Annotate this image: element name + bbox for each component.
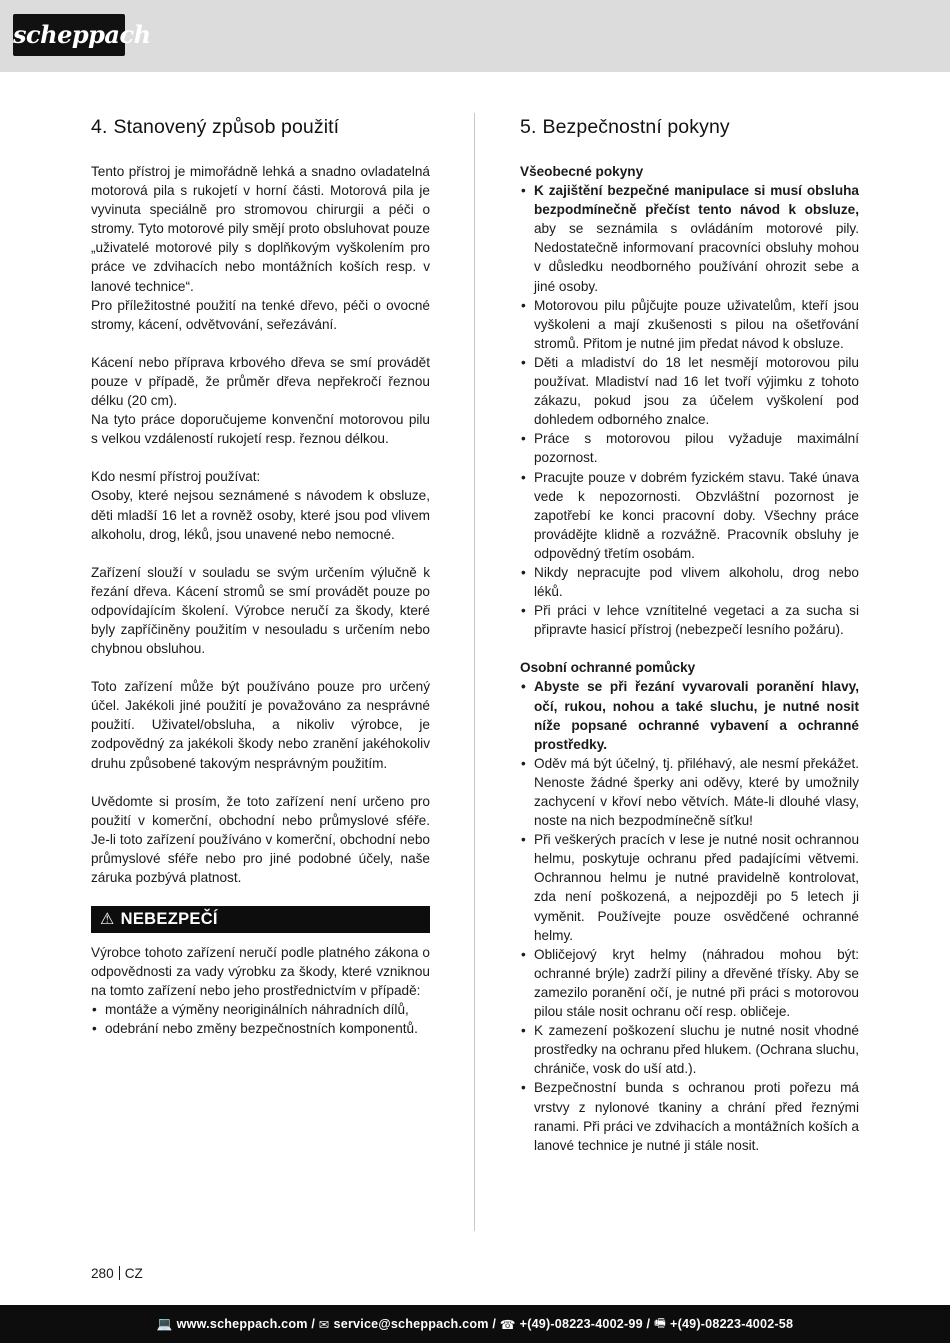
paragraph: Kácení nebo příprava krbového dřeva se smí provádět pouze v případě, že průměr dřeva nepřekročí řeznou délku (20 cm).: [91, 354, 430, 409]
section-title: Stanovený způsob použití: [113, 116, 340, 138]
page-number: [91, 1265, 143, 1283]
danger-label: NEBEZPEČÍ: [120, 910, 218, 929]
paragraph: Zařízení slouží v souladu se svým určením výlučně k řezání dřeva. Kácení stromů se smí provádět pouze po odpovídajícím školení. Výrobce neručí za škody, které byly zapříčiněny použitím v nesouladu s určením nebo chybnou obsluhou.: [91, 564, 430, 657]
right-column: [520, 113, 859, 1155]
list-item: • Oděv má být účelný, tj. přiléhavý, ale nesmí překážet. Nenoste žádné šperky ani oděvy, které by umožnily zachycení v křoví nebo větvích. Máte-li dlouhé vlasy, noste na nich bezpodmínečně síťku!: [520, 754, 859, 830]
list-item: • Abyste se při řezání vyvarovali poranění hlavy, očí, rukou, nohou a také sluchu, je nutné nosit níže popsané ochranné vybavení a ochranné prostředky.: [520, 677, 859, 753]
phone-icon: ☎: [499, 1317, 516, 1332]
section-number: 5.: [520, 116, 537, 138]
section-number: 4.: [91, 116, 108, 138]
footer-separator: /: [642, 1317, 654, 1331]
warning-icon: ⚠: [100, 911, 115, 929]
list-item: [520, 181, 859, 296]
paragraph: Pro příležitostné použití na tenké dřevo, péči o ovocné stromy, kácení, odvětvování, seřezávání.: [91, 297, 430, 332]
list-item: • K zamezení poškození sluchu je nutné nosit vhodné prostředky na ochranu před hlukem. (Ochrana sluchu, chrániče, vosk do uší atd.).: [520, 1021, 859, 1078]
list-item: • Děti a mladiství do 18 let nesmějí motorovou pilu používat. Mladiství nad 16 let tvoří výjimku z tohoto zákazu, pokud jsou za účelem vyškolení pod dohledem odborného znalce.: [520, 353, 859, 429]
list-item-bold: K zajištění bezpečné manipulace si musí obsluha bezpodmínečně přečíst tento návod k obsluze,: [534, 183, 859, 218]
paragraph: Tento přístroj je mimořádně lehká a snadno ovladatelná motorová pila s rukojetí v horní části. Motorová pila je vyvinuta speciálně pro stromovou chirurgii a péči o stromy. Tyto motorové pily smějí proto obsluhovat pouze „uživatelé motorové pily s doplňkovým vyškolením pro práce ve zdvihacích nebo montážních koších resp. v lanové technice“.: [91, 164, 430, 294]
list-item: • montáže a výměny neoriginálních náhradních dílů,: [91, 1000, 430, 1019]
paragraph: Na tyto práce doporučujeme konvenční motorovou pilu s velkou vzdáleností rukojetí resp. řeznou délkou.: [91, 412, 430, 447]
page-separator: [119, 1266, 120, 1280]
website-link[interactable]: www.scheppach.com: [176, 1317, 308, 1331]
computer-icon: 💻: [156, 1316, 173, 1331]
paragraph: Uvědomte si prosím, že toto zařízení není určeno pro použití v komerční, obchodní nebo průmyslové sféře. Je-li toto zařízení používáno v komerční, obchodní nebo průmyslové sféře nebo pro jiné podobné účely, naše záruka pozbývá platnost.: [91, 793, 430, 885]
contact-footer: [0, 1305, 950, 1343]
section-title: Bezpečnostní pokyny: [542, 116, 730, 138]
list-item: • Motorovou pilu půjčujte pouze uživatelům, kteří jsou vyškoleni a mají zkušenosti s pilou na ošetřování stromů. Přitom je nutné jim předat návod k obsluze.: [520, 296, 859, 353]
paragraph: Výrobce tohoto zařízení neručí podle platného zákona o odpovědnosti za vady výrobku za škody, které vzniknou na tomto zařízení nebo jeho prostřednictvím v případě:: [91, 945, 430, 999]
paragraph: Kdo nesmí přístroj používat:: [91, 469, 261, 485]
list-item: • Obličejový kryt helmy (náhradou mohou být: ochranné brýle) zadrží piliny a dřevěné třísky. Aby se zamezilo poranění očí, je nutné při práci s motorovou pilou stále nosit ochranu očí resp. obličeje.: [520, 945, 859, 1021]
left-column: [91, 113, 430, 1039]
list-item: • Při veškerých pracích v lese je nutné nosit ochrannou helmu, poskytuje ochranu před padajícími větvemi. Ochrannou helmu je nutné pravidelně kontrolovat, zda není poškozená, a nejpozději po 5 letech ji vyměnit. Používejte pouze osvědčené ochranné helmy.: [520, 830, 859, 945]
page-language: CZ: [124, 1266, 143, 1281]
list-item: • Práce s motorovou pilou vyžaduje maximální pozornost.: [520, 429, 859, 467]
section-4-heading: [91, 113, 430, 141]
danger-banner: [91, 906, 430, 933]
list-item: • Nikdy nepracujte pod vlivem alkoholu, drog nebo léků.: [520, 563, 859, 601]
footer-separator: /: [488, 1317, 500, 1331]
list-item: • Pracujte pouze v dobrém fyzickém stavu. Také únava vede k nepozornosti. Obzvláštní pozornost je zapotřebí ke konci pracovní doby. Všechny práce provádějte klidně a rozvážně. Pracovník obsluhy je odpovědný třetím osobám.: [520, 468, 859, 563]
list-item: • odebrání nebo změny bezpečnostních komponentů.: [91, 1019, 430, 1038]
phone-number: +(49)-08223-4002-99: [519, 1317, 643, 1331]
subheading-ppe: Osobní ochranné pomůcky: [520, 660, 696, 676]
paragraph: Toto zařízení může být používáno pouze pro určený účel. Jakékoli jiné použití je považováno za nesprávné použití. Uživatel/obsluha, a nikoliv výrobce, je zodpovědný za jakékoli škody nebo zranění jakéhokoliv druhu způsobené takovým nesprávným použitím.: [91, 679, 430, 771]
subheading-general: Všeobecné pokyny: [520, 164, 644, 179]
section-5-heading: [520, 113, 859, 141]
general-instructions-list: [520, 181, 859, 639]
list-item-text: aby se seznámila s ovládáním motorové pily. Nedostatečně informovaní pracovníci obsluhy mohou v důsledku neodborného používání ohrozit sebe a jiné osoby.: [534, 221, 859, 294]
list-item: • Při práci v lehce vznítitelné vegetaci a za sucha si připravte hasicí přístroj (nebezpečí lesního požáru).: [520, 601, 859, 639]
scheppach-logo: scheppach: [13, 14, 125, 56]
paragraph: Osoby, které nejsou seznámené s návodem k obsluze, děti mladší 16 let a rovněž osoby, které jsou pod vlivem alkoholu, drog, léků, jsou unavené nebo nemocné.: [91, 488, 430, 542]
email-link[interactable]: service@scheppach.com: [333, 1317, 489, 1331]
liability-list: [91, 1000, 430, 1038]
list-item: • Bezpečnostní bunda s ochranou proti pořezu má vrstvy z nylonové tkaniny a chrání před řeznými ranami. Při práci ve zdvihacích a montážních koších a lanové technice je nutné ji stále nosit.: [520, 1078, 859, 1154]
page-number-value: 280: [91, 1266, 114, 1281]
ppe-list: [520, 677, 859, 1154]
mail-icon: ✉: [318, 1317, 330, 1332]
footer-separator: /: [307, 1317, 319, 1331]
fax-icon: 🖷: [653, 1315, 667, 1330]
header-bar: [0, 0, 950, 72]
fax-number: +(49)-08223-4002-58: [670, 1317, 794, 1331]
column-divider: [474, 113, 475, 1231]
